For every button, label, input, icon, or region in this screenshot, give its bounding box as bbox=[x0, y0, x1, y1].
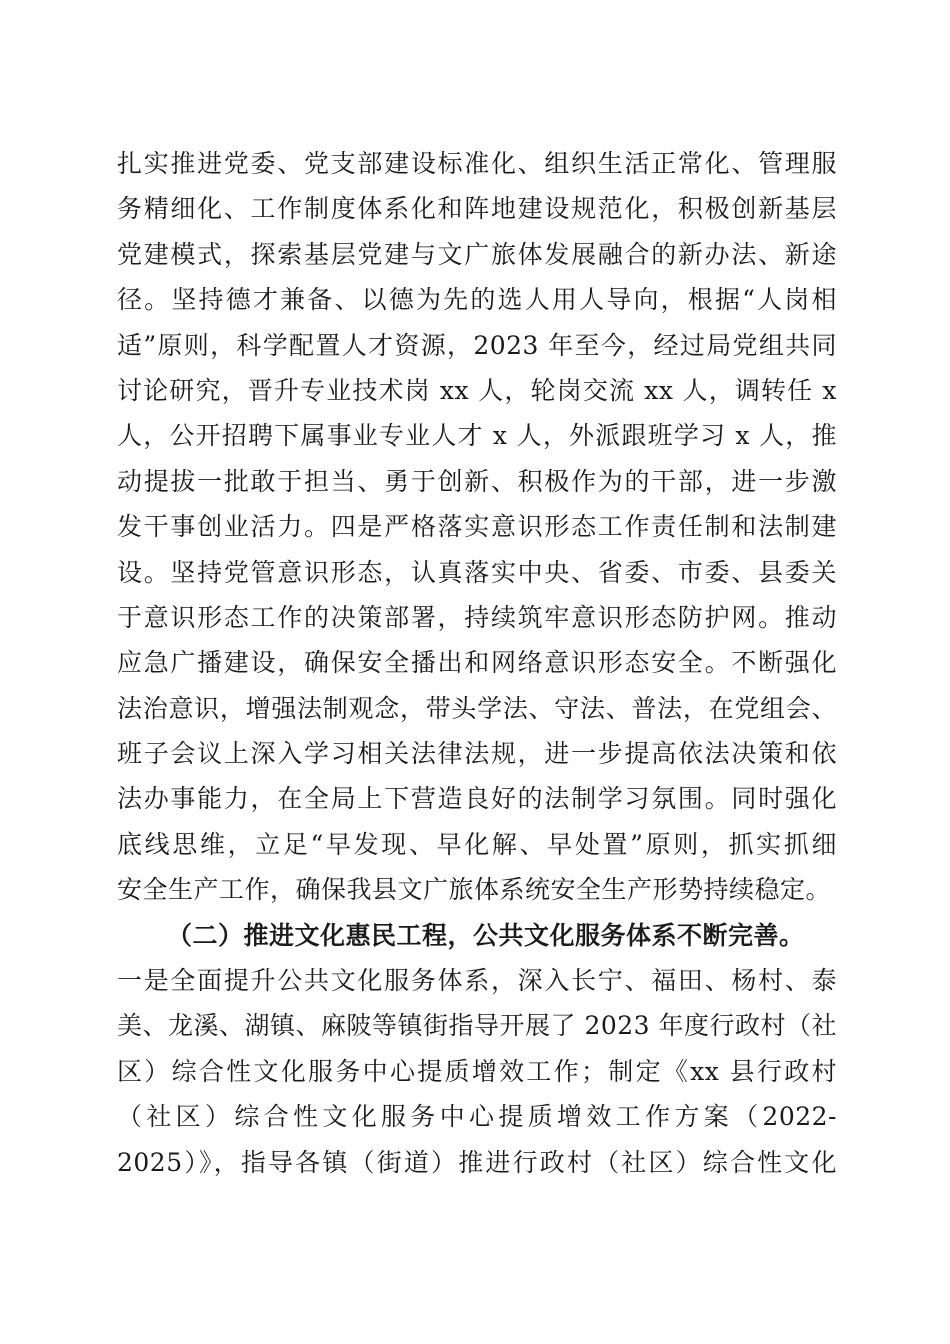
text-line: 班子会议上深入学习相关法律法规，进一步提高依法决策和依 bbox=[117, 739, 837, 769]
section-heading: （二）推进文化惠民工程，公共文化服务体系不断完善。 bbox=[167, 920, 805, 950]
text-line: 法治意识，增强法制观念，带头学法、守法、普法，在党组会、 bbox=[117, 693, 837, 723]
text-line: 务精细化、工作制度体系化和阵地建设规范化，积极创新基层 bbox=[117, 194, 837, 224]
text-line: 径。坚持德才兼备、以德为先的选人用人导向，根据“人岗相 bbox=[117, 285, 837, 315]
text-line: 2025）》，指导各镇（街道）推进行政村（社区）综合性文化 bbox=[117, 1147, 837, 1177]
text-line: 法办事能力，在全局上下营造良好的法制学习氛围。同时强化 bbox=[117, 784, 837, 814]
text-line: 动提拔一批敢于担当、勇于创新、积极作为的干部，进一步激 bbox=[117, 466, 837, 496]
text-line: 讨论研究，晋升专业技术岗 xx 人，轮岗交流 xx 人，调转任 x bbox=[117, 375, 837, 405]
text-line: 区）综合性文化服务中心提质增效工作；制定《xx 县行政村 bbox=[117, 1056, 837, 1086]
text-line: 适”原则，科学配置人才资源，2023 年至今，经过局党组共同 bbox=[117, 330, 837, 360]
text-line: 发干事创业活力。四是严格落实意识形态工作责任制和法制建 bbox=[117, 512, 837, 542]
text-line: （社区）综合性文化服务中心提质增效工作方案（2022- bbox=[117, 1102, 837, 1132]
text-line: 美、龙溪、湖镇、麻陂等镇街指导开展了 2023 年度行政村（社 bbox=[117, 1011, 838, 1041]
text-line: 应急广播建设，确保安全播出和网络意识形态安全。不断强化 bbox=[117, 648, 837, 678]
text-line: 底线思维，立足“早发现、早化解、早处置”原则，抓实抓细 bbox=[117, 829, 837, 859]
text-line: 一是全面提升公共文化服务体系，深入长宁、福田、杨村、泰 bbox=[117, 966, 837, 996]
text-line: 安全生产工作，确保我县文广旅体系统安全生产形势持续稳定。 bbox=[117, 875, 832, 905]
body-text bbox=[117, 141, 837, 1185]
text-line: 于意识形态工作的决策部署，持续筑牢意识形态防护网。推动 bbox=[117, 602, 837, 632]
text-line: 人，公开招聘下属事业专业人才 x 人，外派跟班学习 x 人，推 bbox=[117, 421, 837, 451]
text-line: 党建模式，探索基层党建与文广旅体发展融合的新办法、新途 bbox=[117, 239, 837, 269]
text-line: 扎实推进党委、党支部建设标准化、组织生活正常化、管理服 bbox=[117, 149, 837, 178]
text-line: 设。坚持党管意识形态，认真落实中央、省委、市委、县委关 bbox=[117, 557, 837, 587]
